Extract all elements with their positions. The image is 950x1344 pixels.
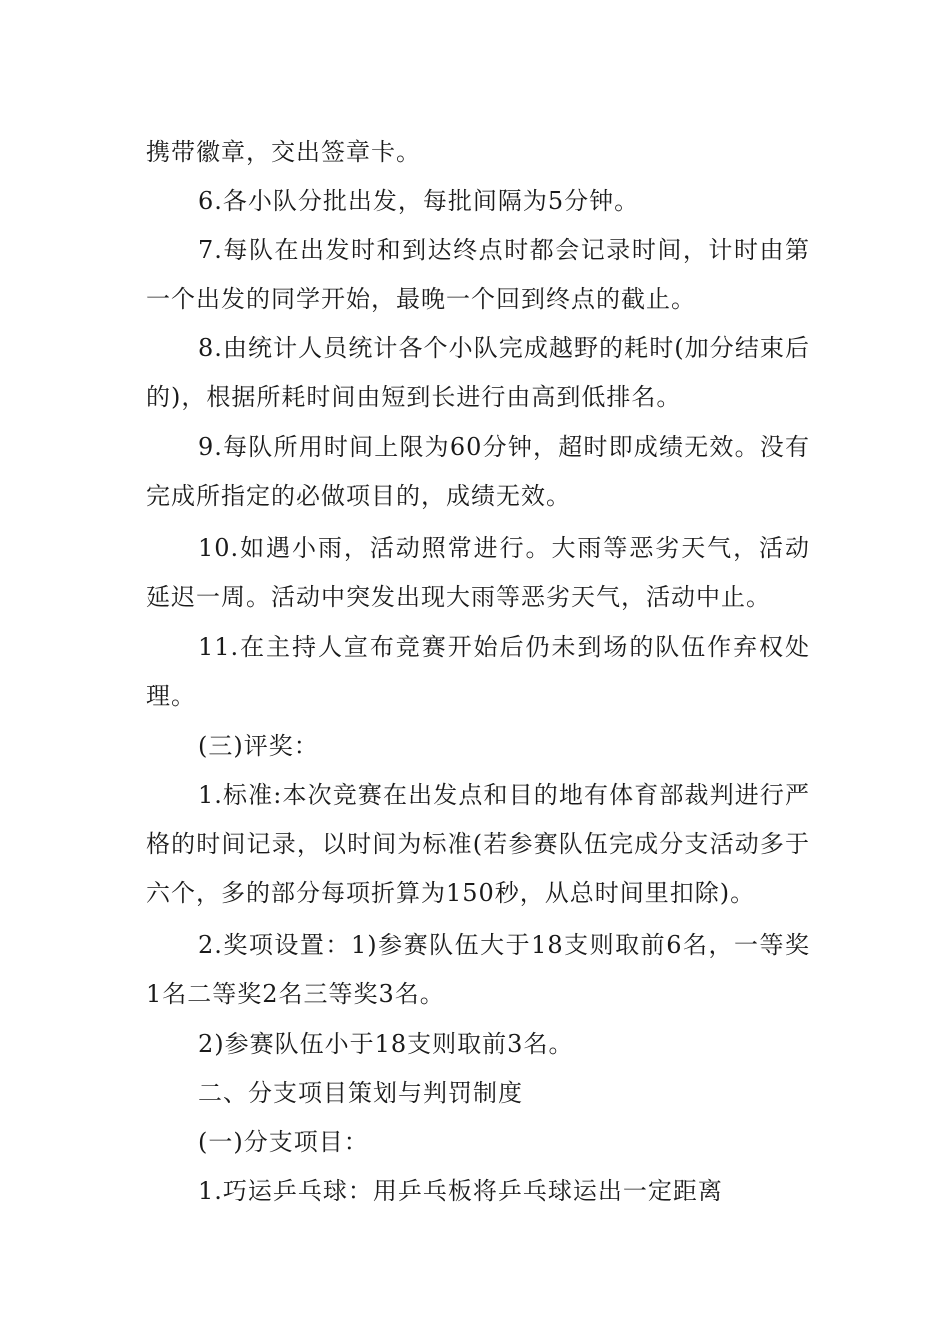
paragraph-rule-7: 7.每队在出发时和到达终点时都会记录时间，计时由第一个出发的同学开始，最晚一个回到终点的截止。 [146,236,810,313]
paragraph-award-settings: 2.奖项设置：1)参赛队伍大于18支则取前6名，一等奖1名二等奖2名三等奖3名。 [146,931,810,1008]
paragraph-award-settings-2: 2)参赛队伍小于18支则取前3名。 [198,1030,574,1058]
paragraph-award-standard: 1.标准:本次竞赛在出发点和目的地有体育部裁判进行严格的时间记录，以时间为标准(若参赛队伍完成分支活动多于六个，多的部分每项折算为150秒，从总时间里扣除)。 [146,781,810,907]
paragraph-rule-8: 8.由统计人员统计各个小队完成越野的耗时(加分结束后的)，根据所耗时间由短到长进行由高到低排名。 [146,334,810,411]
paragraph-rule-6: 6.各小队分批出发，每批间隔为5分钟。 [198,187,640,215]
paragraph-rule-11: 11.在主持人宣布竞赛开始后仍未到场的队伍作弃权处理。 [146,633,810,710]
section-heading-branch-projects: 二、分支项目策划与判罚制度 [198,1079,523,1107]
paragraph-continuation: 携带徽章，交出签章卡。 [146,138,421,166]
subsection-heading-branch-items: (一)分支项目： [198,1128,369,1156]
paragraph-rule-10: 10.如遇小雨，活动照常进行。大雨等恶劣天气，活动延迟一周。活动中突发出现大雨等恶劣天气，活动中止。 [146,534,810,611]
paragraph-branch-item-1: 1.巧运乒乓球：用乒乓板将乒乓球运出一定距离 [198,1177,723,1205]
section-heading-awards: (三)评奖： [198,732,319,760]
paragraph-rule-9: 9.每队所用时间上限为60分钟，超时即成绩无效。没有完成所指定的必做项目的，成绩无效。 [146,433,810,510]
